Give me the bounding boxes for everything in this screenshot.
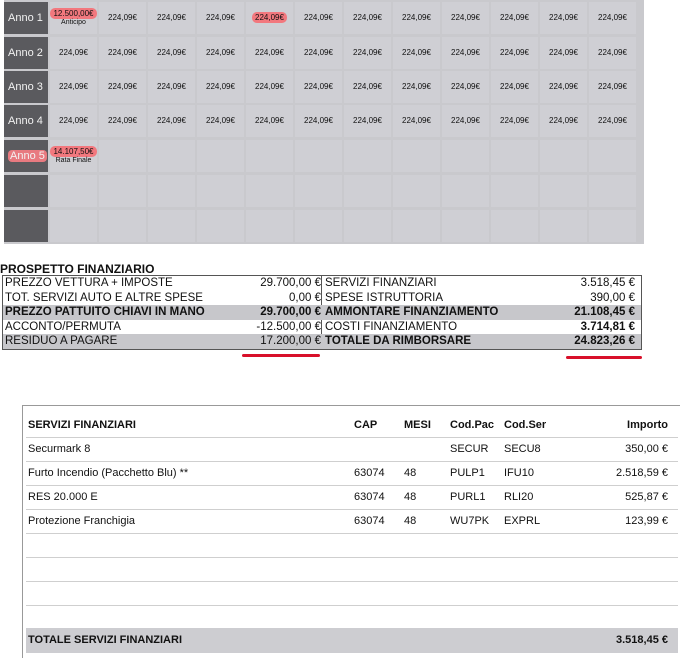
red-underline-totale bbox=[566, 356, 642, 359]
schedule-cell bbox=[393, 175, 440, 207]
servizi-row bbox=[26, 485, 678, 510]
servizi-row bbox=[26, 557, 678, 582]
servizi-cell-name: Protezione Franchigia bbox=[28, 515, 136, 527]
schedule-cell: 224,09€ bbox=[295, 71, 342, 103]
prospetto-title: PROSPETTO FINANZIARIO bbox=[0, 262, 155, 276]
prospetto-row bbox=[3, 320, 641, 335]
schedule-cell: 224,09€ bbox=[442, 71, 489, 103]
schedule-cell: 14.107,50€ Rata Finale bbox=[50, 140, 97, 172]
schedule-cell bbox=[540, 175, 587, 207]
schedule-cell: 224,09€ bbox=[442, 105, 489, 137]
year-label bbox=[4, 175, 48, 207]
schedule-cell: 224,09€ bbox=[540, 2, 587, 34]
schedule-cell bbox=[491, 140, 538, 172]
schedule-cell: 224,09€ bbox=[197, 105, 244, 137]
schedule-cell: 224,09€ bbox=[197, 71, 244, 103]
servizi-cell-imp: 525,87 € bbox=[625, 491, 668, 503]
schedule-cell: 224,09€ bbox=[540, 105, 587, 137]
schedule-cell: 224,09€ bbox=[295, 105, 342, 137]
col-header-cap: CAP bbox=[354, 419, 378, 431]
schedule-cell: 224,09€ bbox=[344, 71, 391, 103]
servizi-total-row bbox=[26, 628, 678, 653]
servizi-cell-ser: SECU8 bbox=[504, 443, 541, 455]
schedule-row bbox=[4, 104, 644, 138]
servizi-cell-cap: 63074 bbox=[354, 467, 385, 479]
schedule-cell: 224,09€ bbox=[197, 2, 244, 34]
servizi-cell-pac: WU7PK bbox=[450, 515, 490, 527]
year-label: Anno 3 bbox=[4, 71, 48, 103]
servizi-cell-mesi: 48 bbox=[404, 491, 417, 503]
schedule-cell: 224,09€ bbox=[491, 37, 538, 69]
schedule-cell: 12.500,00€ Anticipo bbox=[50, 2, 97, 34]
servizi-row bbox=[26, 509, 678, 534]
schedule-cell: 224,09€ bbox=[540, 37, 587, 69]
schedule-cell bbox=[197, 175, 244, 207]
schedule-cell bbox=[148, 175, 195, 207]
schedule-cell bbox=[589, 210, 636, 242]
schedule-cell: 224,09€ bbox=[197, 37, 244, 69]
schedule-cell bbox=[540, 210, 587, 242]
servizi-cell-name: Securmark 8 bbox=[28, 443, 91, 455]
year-label: Anno 1 bbox=[4, 2, 48, 34]
prospetto-label: TOT. SERVIZI AUTO E ALTRE SPESE bbox=[5, 291, 203, 304]
schedule-cell bbox=[295, 140, 342, 172]
schedule-cell bbox=[197, 210, 244, 242]
servizi-cell-name: Furto Incendio (Pacchetto Blu) ** bbox=[28, 467, 189, 479]
schedule-cell bbox=[246, 140, 293, 172]
servizi-row bbox=[26, 461, 678, 486]
servizi-header-row bbox=[26, 413, 678, 438]
schedule-cell: 224,09€ bbox=[50, 71, 97, 103]
schedule-cell: 224,09€ bbox=[50, 105, 97, 137]
schedule-cell: 224,09€ bbox=[393, 2, 440, 34]
schedule-cell: 224,09€ bbox=[148, 37, 195, 69]
schedule-cell bbox=[295, 210, 342, 242]
prospetto-label: PREZZO PATTUITO CHIAVI IN MANO bbox=[5, 306, 205, 319]
servizi-cell-imp: 2.518,59 € bbox=[616, 467, 668, 479]
servizi-row bbox=[26, 581, 678, 606]
schedule-cell bbox=[442, 175, 489, 207]
prospetto-label: RESIDUO A PAGARE bbox=[5, 335, 118, 348]
servizi-cell-cap: 63074 bbox=[354, 515, 385, 527]
red-underline-residuo bbox=[242, 354, 320, 357]
servizi-cell-cap: 63074 bbox=[354, 491, 385, 503]
schedule-cell bbox=[99, 175, 146, 207]
schedule-row bbox=[4, 209, 644, 243]
schedule-cell bbox=[344, 175, 391, 207]
schedule-cell: 224,09€ bbox=[344, 37, 391, 69]
servizi-cell-ser: EXPRL bbox=[504, 515, 541, 527]
prospetto-row bbox=[3, 334, 641, 349]
schedule-row bbox=[4, 70, 644, 104]
prospetto-value: 29.700,00 € bbox=[260, 277, 321, 289]
schedule-cell: 224,09€ bbox=[344, 2, 391, 34]
schedule-cell bbox=[491, 210, 538, 242]
col-header-servizi: SERVIZI FINANZIARI bbox=[28, 419, 136, 431]
servizi-cell-pac: PURL1 bbox=[450, 491, 486, 503]
schedule-cell: 224,09€ bbox=[99, 37, 146, 69]
payment-schedule-grid bbox=[4, 0, 644, 244]
schedule-cell bbox=[197, 140, 244, 172]
schedule-cell: 224,09€ bbox=[246, 71, 293, 103]
schedule-cell: 224,09€ bbox=[589, 37, 636, 69]
schedule-cell bbox=[246, 175, 293, 207]
schedule-cell bbox=[148, 210, 195, 242]
prospetto-label-right: AMMONTARE FINANZIAMENTO bbox=[325, 306, 499, 319]
year-label bbox=[4, 210, 48, 242]
schedule-cell: 224,09€ bbox=[393, 105, 440, 137]
servizi-cell-imp: 123,99 € bbox=[625, 515, 668, 527]
prospetto-value-right: 390,00 € bbox=[590, 291, 635, 304]
schedule-cell bbox=[295, 175, 342, 207]
schedule-cell bbox=[442, 210, 489, 242]
schedule-cell: 224,09€ bbox=[295, 37, 342, 69]
servizi-cell-ser: IFU10 bbox=[504, 467, 534, 479]
prospetto-row bbox=[3, 276, 641, 291]
prospetto-label-right: COSTI FINANZIAMENTO bbox=[325, 320, 458, 333]
schedule-row bbox=[4, 174, 644, 208]
schedule-cell: 224,09€ bbox=[393, 71, 440, 103]
servizi-cell-ser: RLI20 bbox=[504, 491, 534, 503]
schedule-cell bbox=[589, 140, 636, 172]
schedule-cell: 224,09€ bbox=[491, 71, 538, 103]
schedule-cell: 224,09€ bbox=[148, 105, 195, 137]
schedule-cell: 224,09€ bbox=[246, 105, 293, 137]
schedule-cell: 224,09€ bbox=[589, 105, 636, 137]
year-label: Anno 5 bbox=[4, 140, 48, 172]
schedule-cell bbox=[50, 175, 97, 207]
servizi-row bbox=[26, 437, 678, 462]
schedule-cell: 224,09€ bbox=[442, 37, 489, 69]
prospetto-value-right: 3.518,45 € bbox=[580, 277, 635, 289]
servizi-total-value: 3.518,45 € bbox=[616, 634, 668, 646]
prospetto-label: ACCONTO/PERMUTA bbox=[5, 320, 121, 333]
schedule-cell bbox=[246, 210, 293, 242]
schedule-cell: 224,09€ bbox=[589, 2, 636, 34]
prospetto-value: -12.500,00 € bbox=[256, 320, 321, 333]
schedule-cell bbox=[344, 140, 391, 172]
schedule-cell bbox=[50, 210, 97, 242]
schedule-cell bbox=[344, 210, 391, 242]
schedule-cell: 224,09€ bbox=[148, 2, 195, 34]
prospetto-value-right: 24.823,26 € bbox=[574, 335, 635, 348]
servizi-cell-pac: SECUR bbox=[450, 443, 489, 455]
schedule-cell bbox=[99, 210, 146, 242]
schedule-cell: 224,09€ bbox=[344, 105, 391, 137]
schedule-cell bbox=[540, 140, 587, 172]
schedule-row bbox=[4, 36, 644, 70]
prospetto-value: 29.700,00 € bbox=[260, 306, 321, 319]
servizi-row bbox=[26, 605, 678, 630]
servizi-total-label: TOTALE SERVIZI FINANZIARI bbox=[28, 634, 183, 646]
prospetto-value: 0,00 € bbox=[289, 291, 321, 304]
schedule-cell: 224,09€ bbox=[589, 71, 636, 103]
schedule-cell: 224,09€ bbox=[540, 71, 587, 103]
servizi-cell-pac: PULP1 bbox=[450, 467, 485, 479]
year-label: Anno 2 bbox=[4, 37, 48, 69]
schedule-cell bbox=[491, 175, 538, 207]
prospetto-value: 17.200,00 € bbox=[260, 335, 321, 348]
prospetto-value-right: 3.714,81 € bbox=[580, 320, 635, 333]
prospetto-table bbox=[2, 275, 642, 350]
servizi-row bbox=[26, 533, 678, 558]
schedule-cell: 224,09€ bbox=[99, 2, 146, 34]
schedule-cell: 224,09€ bbox=[246, 37, 293, 69]
servizi-cell-imp: 350,00 € bbox=[625, 443, 668, 455]
schedule-row bbox=[4, 139, 644, 173]
prospetto-label: PREZZO VETTURA + IMPOSTE bbox=[5, 277, 173, 289]
servizi-cell-mesi: 48 bbox=[404, 515, 417, 527]
schedule-cell bbox=[589, 175, 636, 207]
col-header-cod-ser: Cod.Ser bbox=[504, 419, 547, 431]
schedule-cell: 224,09€ bbox=[99, 105, 146, 137]
servizi-cell-mesi: 48 bbox=[404, 467, 417, 479]
schedule-cell bbox=[442, 140, 489, 172]
schedule-cell: 224,09€ bbox=[393, 37, 440, 69]
schedule-row bbox=[4, 1, 644, 35]
prospetto-value-right: 21.108,45 € bbox=[574, 306, 635, 319]
prospetto-label-right: TOTALE DA RIMBORSARE bbox=[325, 335, 472, 348]
schedule-cell: 224,09€ bbox=[295, 2, 342, 34]
schedule-cell bbox=[393, 210, 440, 242]
schedule-cell: 224,09€ bbox=[246, 2, 293, 34]
col-header-mesi: MESI bbox=[404, 419, 431, 431]
schedule-cell: 224,09€ bbox=[442, 2, 489, 34]
prospetto-row bbox=[3, 305, 641, 320]
schedule-cell bbox=[148, 140, 195, 172]
year-label: Anno 4 bbox=[4, 105, 48, 137]
prospetto-label-right: SERVIZI FINANZIARI bbox=[325, 277, 437, 289]
col-header-cod-pac: Cod.Pac bbox=[450, 419, 495, 431]
schedule-cell bbox=[99, 140, 146, 172]
schedule-cell: 224,09€ bbox=[148, 71, 195, 103]
servizi-finanziari-table bbox=[22, 405, 680, 658]
schedule-cell: 224,09€ bbox=[50, 37, 97, 69]
schedule-cell: 224,09€ bbox=[491, 2, 538, 34]
servizi-cell-name: RES 20.000 E bbox=[28, 491, 98, 503]
prospetto-label-right: SPESE ISTRUTTORIA bbox=[325, 291, 444, 304]
prospetto-row bbox=[3, 291, 641, 306]
schedule-cell: 224,09€ bbox=[491, 105, 538, 137]
col-header-importo: Importo bbox=[627, 419, 668, 431]
schedule-cell bbox=[393, 140, 440, 172]
schedule-cell: 224,09€ bbox=[99, 71, 146, 103]
